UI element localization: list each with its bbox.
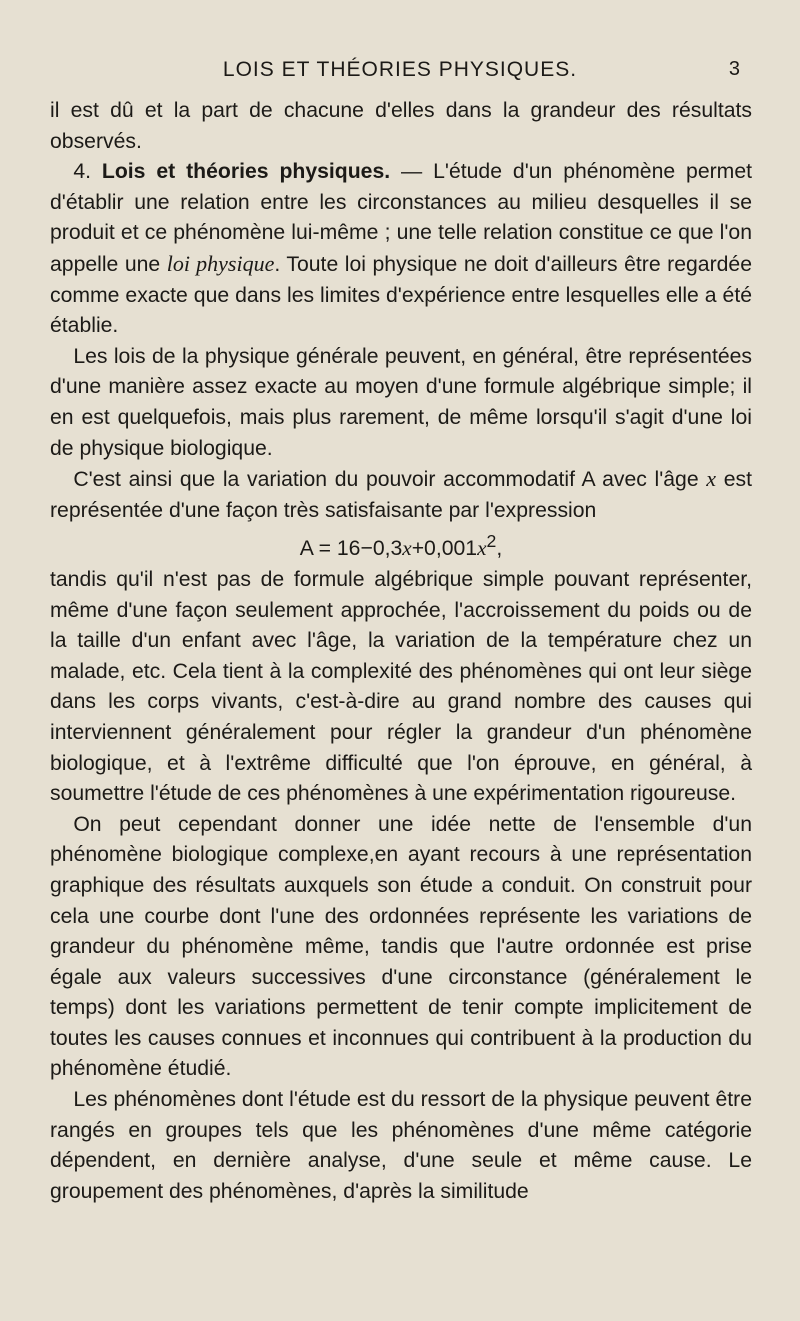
paragraph-text: . Toute loi physique ne doit d'ailleurs être regardée comme exacte que dans les limites d'expérience entre lesquelles elle a été établie. [50, 252, 752, 338]
paragraph-general-physics: Les lois de la physique générale peuvent, en général, être représentées d'une manière assez exacte au moyen d'une formule algébrique simple; il en est quelquefois, mais plus rarement, de même lorsqu'il s'agit d'une loi de physique biologique. [50, 344, 752, 460]
formula-part: +0,001 [411, 537, 478, 561]
variable-x: x [706, 466, 717, 492]
running-title: LOIS ET THÉORIES PHYSIQUES. [222, 58, 578, 81]
page-number: 3 [728, 58, 740, 80]
section-number: 4. [73, 160, 102, 184]
section-heading: Lois et théories physiques. [101, 160, 391, 184]
paragraph-section-4 [50, 157, 752, 342]
formula-variable: x [402, 536, 412, 561]
formula-variable: x [477, 536, 487, 561]
paragraph-graphic-representation: On peut cependant donner une idée nette de l'ensemble d'un phénomène biologique complexe,en ayant recours à une représentation graphique des résultats auxquels son étude a conduit. On construit pour cela une courbe dont l'une des ordonnées représente les variations de grandeur du phénomène même, tandis que l'autre ordonnée est prise égale aux valeurs successives d'une circonstance (généralement le temps) dont les variations permettent de tenir compte implicitement de toutes les causes connues et inconnues qui contribuent à la production du phénomène étudié. [50, 812, 752, 1081]
formula-part: A = 16−0,3 [299, 537, 403, 561]
paragraph-grouping: Les phénomènes dont l'étude est du ressort de la physique peuvent être rangés en groupes tels que les phénomènes d'une même catégorie dépendent, en dernière analyse, d'une seule et même cause. Le groupement des phénomènes, d'après la similitude [50, 1088, 752, 1203]
paragraph-text: C'est ainsi que la variation du pouvoir accommodatif A avec l'âge [73, 468, 707, 492]
running-head [0, 58, 800, 86]
paragraph-complexity: tandis qu'il n'est pas de formule algébrique simple pouvant représenter, même d'une façon seulement approchée, l'accroissement du poids ou de la taille d'un enfant avec l'âge, la variation de la température chez un malade, etc. Cela tient à la complexité des phénomènes qui ont leur siège dans les corps vivants, c'est-à-dire au grand nombre des causes qui interviennent généralement pour régler la grandeur d'un phénomène biologique, et à l'extrême difficulté que l'on éprouve, en général, à soumettre l'étude de ces phénomènes à une expérimentation rigoureuse. [50, 567, 752, 806]
italic-term: loi physique [166, 250, 275, 276]
formula [50, 526, 752, 565]
paragraph-continuation: il est dû et la part de chacune d'elles dans la grandeur des résultats observés. [50, 99, 752, 153]
body-text [50, 96, 752, 1207]
paragraph-accommodation [50, 464, 752, 526]
formula-exponent: 2 [486, 531, 497, 552]
paragraph-text: — L'étude d'un phénomène permet d'établir une relation entre les circonstances au milieu desquelles il se produit et ce phénomène lui-même ; une telle relation constitue ce que l'on appelle une [50, 160, 752, 276]
paragraph-text: est représentée d'une façon très satisfaisante par l'expression [50, 468, 752, 522]
formula-part: , [496, 537, 503, 561]
